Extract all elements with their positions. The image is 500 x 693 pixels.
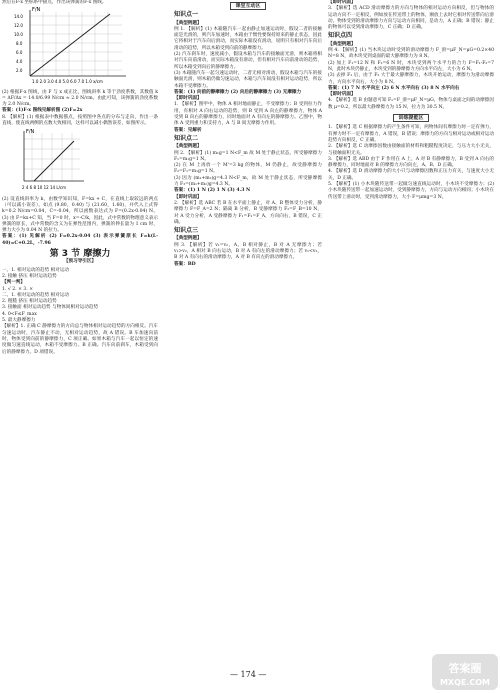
middle-column — [174, 0, 322, 680]
list-item: 2. 【解析】选 C 动摩擦因数由接触面的材料和粗糙程度决定，与压力大小无关，与接触面积无关。 — [328, 144, 494, 156]
graph2-ylabel: F/N — [26, 129, 35, 136]
svg-text:2.0: 2.0 — [16, 68, 23, 74]
list-item: 4. 【解析】选 D 滑动摩擦力的大小只与动摩擦因数和正压力有关，与速度大小无关，D 正确。 — [328, 169, 494, 181]
knowledge-point-heading: 知识点四 — [328, 32, 353, 40]
svg-text:答案圈: 答案圈 — [448, 662, 482, 675]
list-item: 5. 【解析】(1) 小木块随传送带一起做匀速直线运动时，小木块不受摩擦力；(2) 小木块随传送带一起加速运动时，受到静摩擦力，方向与运动方向相同；小木块在传送带上滑动时，受到滑动摩擦力，大小 F=μmg=3 N。 — [328, 182, 494, 200]
list-item: 4. 0<F≤F_max — [2, 311, 37, 317]
section-tab: 训练提能区 — [393, 114, 428, 122]
label: 【典型例题】 — [174, 20, 202, 26]
knowledge-point-heading: 知识点二 — [174, 134, 199, 142]
label: 【即时巩固】 — [328, 92, 356, 98]
paragraph: 例 4. 【解析】(1) 当木块运动时受到的滑动摩擦力 F_滑=μF_N=μG=0.2×40 N=8 N，故木块受到桌面的最大静摩擦力为 8 N。 — [328, 48, 494, 60]
watermark-logo — [430, 650, 500, 693]
knowledge-point-heading: 知识点三 — [174, 227, 199, 235]
section-title: 第 3 节 摩擦力 — [49, 249, 111, 260]
svg-text:4.0: 4.0 — [16, 59, 23, 65]
list-item: 1. √ 2. × 3. × — [2, 286, 34, 292]
paragraph: (2) 根据F-x 图线，由 F 与 x 成正比，图线斜率 k 等于劲度系数，其数值 k = ΔF/Δx = 14.0/6.99 N/cm ≈ 2.0 N/cm。由此可知，该弹簧的劲度系数为 2.0 N/cm。 — [2, 89, 158, 108]
right-column — [328, 0, 494, 680]
paragraph: 例 3. 【解析】若 v₁=v₂，A、B 相对静止，B 对 A 无摩擦力；若 v₁>v₂，A 相对 B 向右运动，B 对 A 有向左的滑动摩擦力；若 v₁<v₂，B 对 A 有向右的滑动摩擦力，A 对 B 有向左的滑动摩擦力。 — [174, 242, 322, 261]
paragraph: 4. 【解析】选 B 由题意可知 F₁=F_滑=μF_N=μG，物体与桌面之间的动摩擦因数 μ=0.2，所以最大静摩擦力为 15 N，拉力为 30.5 N。 — [328, 98, 494, 110]
force-extension-graph — [2, 6, 152, 86]
paragraph: (2) 加上 F₁=12 N 和 F₂=6 N 时，木块受到两个水平力的合力 F=F₁-F₂=7 N，此时木块仍静止，木块受到的静摩擦力方向水平向左，大小为 6 N。 — [328, 60, 494, 72]
answer: 答案：(1) 1 N (2) 1 N (3) 4.3 N — [174, 188, 251, 194]
answer: 答案：(1)F-x 图线见解析图 (2)F=2x — [2, 108, 83, 114]
page-number: — 174 — — [230, 670, 267, 679]
list-item: 二、1. 相对运动的趋势 相对运动 — [2, 292, 70, 298]
paragraph: 例 2. 【解析】(1) m₁g=1 N<F_m 故 M 处于静止状态，所受静摩擦力 F₁=m₁g=1 N。 — [174, 150, 322, 162]
graph2-xticks: 2 4 6 8 10 12 14 L/cm — [22, 185, 67, 191]
paragraph: (3) 木箱随汽车一起匀速运动时，二者无相对滑动，假设木箱与汽车的接触面光滑，则木箱仍做匀速运动，木箱与汽车间没有相对运动趋势，所以木箱不受摩擦力。 — [174, 70, 322, 89]
answer: 答案：见解析 — [174, 127, 202, 133]
paragraph: 2. 【解析】选 ABC 若 B 在水平面上静止，对 A、B 整体受力分析，静摩擦力 F=F_A=2 N；隔离 B 分析，B 受静摩擦力 F₂=F_B=10 N，对 A 受力分析，A 受静摩擦力 F₁=F₂=F_A，方向向右，B 错误，C 正确。 — [174, 200, 322, 225]
svg-text:14.0: 14.0 — [14, 14, 23, 20]
list-item: 3. 【解析】选 ABD 由于 F 作用在 A 上，A 对 B 有静摩擦力，B 受到 A 向右的静摩擦力，同时地面对 B 的摩擦力方向向左，A、B、D 正确。 — [328, 156, 494, 169]
svg-text:6.0: 6.0 — [16, 50, 23, 56]
svg-text:MXQE.COM: MXQE.COM — [439, 678, 491, 687]
list-item: 5. 最大静摩擦力 — [2, 318, 36, 324]
paragraph: (3) 去掉 F₁ 后，由于 F₂ 大于最大静摩擦力，木块开始运动，摩擦力为滑动摩擦力，方向水平向右，大小为 8 N。 — [328, 73, 494, 85]
paragraph: 1. 【解析】图甲中，物体 A 相对地面静止，不受摩擦力；B 受到拉力作用，有相对 A 向右运动的趋势，则 B 受到 A 向左的静摩擦力，物体 A 受到 B 向右的静摩擦力，同时地面对 A 有向左的静摩擦力。乙图中，物体 A 受到重力和支持力，A 与 B 间无摩擦力作用。 — [174, 102, 322, 127]
paragraph: 例 1. 【解析】(1) 木箱随汽车一起由静止加速运动时，假设二者的接触面是光滑的，则汽车加速时，木箱由于惯性要保持原来的静止状态，因此它将相对于汽车向后滑动，而实际木箱没有滑动，说明只有相对汽车向后滑动的趋势，所以木箱受到向前的静摩擦力。 — [174, 26, 322, 51]
section-tab: 课堂互动区 — [230, 2, 265, 10]
paragraph: (2) 汽车刹车时，速度减小，假设木箱与汽车的接触面光滑，则木箱将相对汽车向前滑动，而实际木箱没有滑动，但有相对汽车向前滑动的趋势，所以木箱受到向后的静摩擦力。 — [174, 52, 322, 70]
paragraph: 8. 【解析】(1) 根据表中数据描点，按照图中各点的分布与走向，作出一条直线，使直线两侧的点数大致相同，这样可以减小偶然误差，如图所示。 — [2, 114, 158, 127]
list-item: 2. 粗糙 挤压 相对运动趋势 — [2, 299, 57, 305]
paragraph: (2) 在 M 上再放一个 M'=3 kg 的物体，M 仍静止，故受静摩擦力 F₂=F₁=m₁g=1 N。 — [174, 163, 322, 175]
intro-text: 然后在F-x 坐标系中描点，作出该弹簧的F-x 图线。 — [2, 0, 107, 5]
answer: 答案：(1) 见解析 (2) F=0.2x-0.04 (3) 表示弹簧原长 F=k(L-40)=C+0.2L，-7.96 — [2, 234, 158, 246]
label: 【即时巩固】 — [328, 0, 356, 5]
answer: 答案：(1) 向前的静摩擦力 (2) 向后的静摩擦力 (3) 无摩擦力 — [174, 89, 302, 95]
svg-text:10.0: 10.0 — [14, 32, 23, 38]
label: 【即时巩固】 — [174, 96, 202, 102]
list-item: 3. 接触面 相对运动趋势 与物体间相对运动趋势 — [2, 305, 99, 311]
label: 【典型例题】 — [174, 236, 202, 242]
graph1-ylabel: F/N — [32, 7, 41, 14]
graph1-xticks: 1.0 2.0 3.0 4.0 5.0 6.0 7.0 1.0 x/cm — [32, 79, 103, 85]
svg-text:12.0: 12.0 — [14, 23, 23, 29]
force-length-graph — [2, 127, 152, 193]
paragraph: 3. 【解析】选 ACD 滑动摩擦力的方向与物体的相对运动方向相反，但与物体的运动方向不一定相反，例如放在传送带上的物体，刚放上去时它相对传送带向后滑动，物体受到的滑动摩擦力方向与运动方向相同，是动力，A 正确；B 错误；静止的物体可以受到滑动摩擦力，C 正确；D 正确。 — [328, 6, 494, 31]
label: 【典型例题】 — [174, 144, 202, 150]
label: 【典型例题】 — [328, 41, 356, 47]
paragraph: (2) 设直线斜率为 k，由数学知识知，F=kx + C，在直线上取较远的两点（可以减小误差），如点 (9.80，0.40) 与 (21.60，1.60)，并代入上式得 k=0.2 N/cm=0.04，C=-0.04，所以函数表达式为 F=(0.2x-0.04) N。(3) 由 F=kx+C 知，当 F=0 时，x=-C/k，因此，式中常数的物理意义表示弹簧的原长，式中常数的含义为在弹性范围内，弹簧的伸长量为 1 cm 时，弹力大小为 0.04 N 的拉力。 — [2, 196, 158, 234]
preview-heading: 【预习导引区】 — [63, 259, 97, 265]
left-column — [2, 0, 158, 680]
list-item: 1. 【解析】选 C 根据摩擦力的产生条件可知，两物体间有摩擦力时一定有弹力，有弹力时不一定有摩擦力，A 错误，B 错误；摩擦力的方向与相对运动或相对运动趋势方向相反，C 正确。 — [328, 125, 494, 143]
paragraph: (3) 因为 (m₁+m₂)g=4.3 N<F_m，故 M 处于静止状态，所受静摩擦力 F₃=(m₁+m₂)g=4.3 N。 — [174, 175, 322, 188]
list-item: 【判一判】 — [2, 280, 25, 286]
label: 【即时巩固】 — [174, 194, 202, 200]
list-item: 2. 接触 挤压 相对运动趋势 — [2, 273, 57, 279]
answer: 答案：(1) 7 N 水平向左 (2) 6 N 水平向右 (3) 8 N 水平向右 — [328, 85, 460, 91]
paragraph: 【解析】1. 正确 C 静摩擦力的方向总与物体相对运动趋势的方向相反。汽车匀速运动时，汽车静止不动，无相对运动趋势，故 A 错误。B 车加速向前时，物体受到向前的静摩擦力，C 项正确。如果木箱与汽车一起以恒定的速度做匀速直线运动，木箱不受摩擦力。B 正确。汽车向前刹车，木箱受到向后的静摩擦力。D 项错误。 — [2, 324, 158, 355]
list-item: 一、1. 相对运动的趋势 相对运动 — [2, 267, 70, 273]
knowledge-point-heading: 知识点一 — [174, 11, 199, 19]
svg-text:8.0: 8.0 — [16, 41, 23, 47]
answer: 答案：BD — [174, 261, 196, 267]
